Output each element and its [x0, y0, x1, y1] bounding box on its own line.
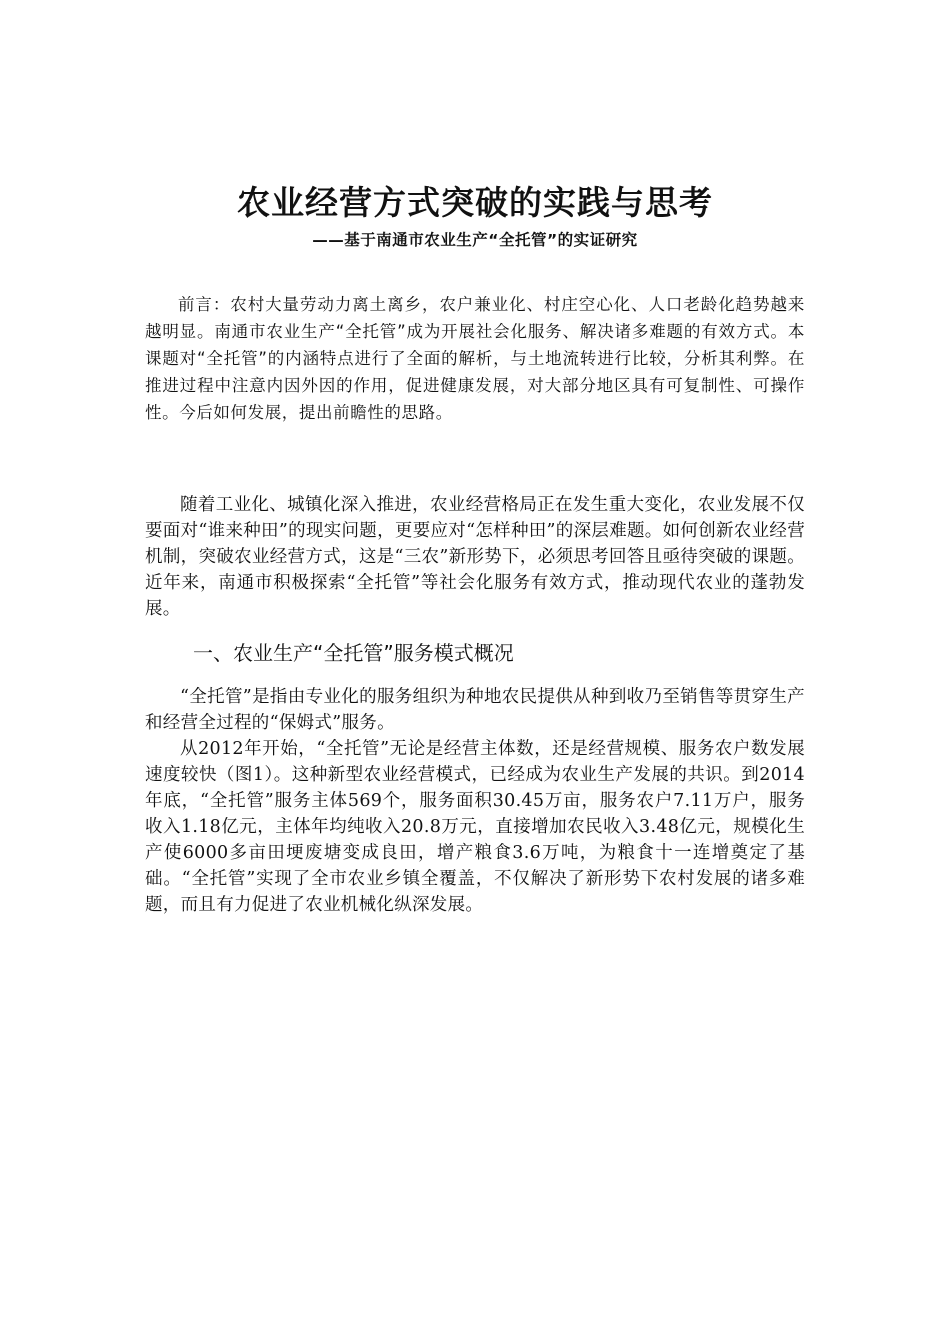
- document-subtitle: ——基于南通市农业生产“全托管”的实证研究: [312, 231, 638, 249]
- document-title: 农业经营方式突破的实践与思考: [237, 183, 713, 222]
- section-paragraph-1: “全托管”是指由专业化的服务组织为种地农民提供从种到收乃至销售等贯穿生产和经营全过程的“保姆式”服务。: [145, 687, 805, 733]
- section-heading: 一、农业生产“全托管”服务模式概况: [193, 641, 514, 665]
- intro-paragraph: 随着工业化、城镇化深入推进，农业经营格局正在发生重大变化，农业发展不仅要面对“谁来种田”的现实问题，更要应对“怎样种田”的深层难题。如何创新农业经营机制，突破农业经营方式，这是“三农”新形势下，必须思考回答且亟待突破的课题。近年来，南通市积极探索“全托管”等社会化服务有效方式，推动现代农业的蓬勃发展。: [145, 495, 805, 619]
- abstract-paragraph: 前言：农村大量劳动力离土离乡，农户兼业化、村庄空心化、人口老龄化趋势越来越明显。南通市农业生产“全托管”成为开展社会化服务、解决诸多难题的有效方式。本课题对“全托管”的内涵特点进行了全面的解析，与土地流转进行比较，分析其利弊。在推进过程中注意内因外因的作用，促进健康发展，对大部分地区具有可复制性、可操作性。今后如何发展，提出前瞻性的思路。: [145, 295, 805, 422]
- section-paragraph-2: 从2012年开始，“全托管”无论是经营主体数，还是经营规模、服务农户数发展速度较快（图1）。这种新型农业经营模式，已经成为农业生产发展的共识。到2014年底，“全托管”服务主体569个，服务面积30.45万亩，服务农户7.11万户，服务收入1.18亿元，主体年均纯收入20.8万元，直接增加农民收入3.48亿元，规模化生产使6000多亩田埂废塘变成良田，增产粮食3.6万吨，为粮食十一连增奠定了基础。“全托管”实现了全市农业乡镇全覆盖，不仅解决了新形势下农村发展的诸多难题，而且有力促进了农业机械化纵深发展。: [145, 739, 805, 915]
